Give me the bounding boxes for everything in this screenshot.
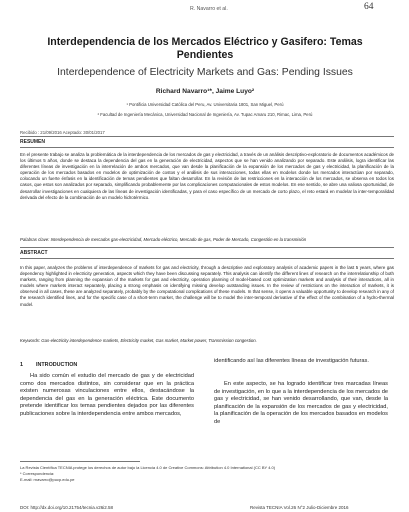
palabras-clave: Palabras clave: Interdependencia de mercados gas-electricidad, Mercado eléctrico, Mercado de gas, Poder de Mercado, Congestión en la transmisión: [20, 237, 307, 242]
resumen-text: En el presente trabajo se analiza la problemática de la interdependencia de los mercados de gas y electricidad, a través de un análisis descriptivo-exploratorio de documentos académicos de los últimos 5 años, donde se destaca la dependencia del gas en la generación de electricidad, aspectos que se han venido analizando por separado. Este análisis, logra identificar las diferentes líneas de investigación en la interrelación de ambos mercados, que van desde la planificación de la expansión de los mercados de gas y electricidad, la planificación de la operación de los mercados basados en modelos de optimización de costos y el análisis de sus interacciones, todas ellas en modelos donde los mercados interactúan por separado, colocando un fuerte énfasis en la identificación de temas pendientes que faltan desarrollar. En la revisión de las restricciones en la interacción de los mercados, se observa en todos los casos, que estos son analizados por separado, simplificando probablemente por las complicaciones computacionales de estos modelos. En ese sentido, se abre una valiosa oportunidad, de desarrollar investigaciones en cualquiera de las líneas de investigación identificadas, y para el caso específico de un mercado de corto plazo, el reto estará en modelar la inter-temporalidad derivada del efecto de la combinación de un modelo hidrotérmico.: [20, 152, 394, 200]
affiliation-2: ² Facultad de Ingeniería Mecánica, Universidad Nacional de Ingeniería, Av. Tupac Amaru 210, Rimac, Lima, Perú: [97, 112, 313, 117]
page-number: 64: [364, 2, 374, 12]
introduction-right-text-1: identificando así las diferentes líneas de investigación futuras.: [214, 358, 369, 364]
footnote-divider: [20, 461, 140, 462]
journal-issue: Revista TECNIA Vol.26 N°2 Julio-Diciembre 2016: [250, 505, 349, 510]
email-footnote: E-mail: rnavarro@pucp.edu.pe: [20, 477, 75, 482]
license-footnote: La Revista Científica TECNIA protege los derechos de autor bajo la Licencia 4.0 de Creative Commons: Attribution 4.0 International (CC BY 4.0): [20, 465, 276, 470]
introduction-left-text: Ha sido común el estudio del mercado de gas y de electricidad como dos mercados distintos, sin considerar que en la práctica existen numerosas vinculaciones entre ellos, destacándose la dependencia del gas en la generación eléctrica. Este documento pretende identificar los temas pendientes dejados por las diferentes publicaciones sobre la interdependencia entre ambos mercados,: [20, 373, 194, 417]
authors: Richard Navarro¹*, Jaime Luyo²: [155, 88, 255, 95]
affiliation-1: ¹ Pontificia Universidad Católica del Peru, Av. Universitaria 1801, San Miguel, Perú: [126, 102, 284, 107]
introduction-right-text-2: En este aspecto, se ha logrado identificar tres marcadas líneas de investigación, en lo que a la interdependencia de los mercados de gas y electricidad, se han venido desarrollando, que van, desde la planificación de la expansión de los mercados de gas y electricidad, la planificación de la operación de los mercados basados en modelos de: [214, 381, 388, 425]
title-english: Interdependence of Electricity Markets and Gas: Pending Issues: [57, 67, 353, 78]
abstract-heading: ABSTRACT: [20, 250, 48, 256]
title-spanish: Interdependencia de los Mercados Eléctrico y Gasifero: Temas Pendientes: [47, 36, 363, 61]
divider: [20, 258, 394, 259]
introduction-heading: INTRODUCTION: [36, 362, 78, 368]
keywords: Keywords: Gas-electricity interdependence markets, Electricity market, Gas market, Market power, Transmission congestion.: [20, 338, 257, 343]
doi-link[interactable]: DOI: http://dx.doi.org/10.21754/tecnia.v26i2.58: [20, 505, 114, 510]
divider: [20, 247, 394, 248]
divider: [20, 136, 394, 137]
resumen-heading: RESUMEN: [20, 139, 46, 145]
section-number: 1: [20, 362, 23, 368]
running-header-author: R. Navarro et al.: [190, 6, 228, 12]
received-accepted-dates: Recibido : 21/09/2016 Aceptado: 30/01/2017: [20, 130, 105, 135]
abstract-text: In this paper, analyzes the problems of interdependence of markets for gas and electricity, through a descriptive and exploratory analysis of academic papers in the last 5 years, where gas dependency highlighted in electricity generation, aspects which they have been discussing separately. This analysis can identify the different lines of research on the interrelationship of both markets, ranging from planning the expansion of the markets for gas and electricity, operation planning of model-based cost optimization markets and analysis of their interactions, all in models where markets interact separately, placing a strong emphasis on identifying missing develop outstanding issues. In the review of restrictions on the interaction of markets, it is observed in all cases, these are analyzed separately, probably by the computational complications of these models. In that sense, it opens a valuable opportunity to develop research in any of the research identified lines, and for the specific case of a short-term market, the challenge will be to model the inter-temporal derivative of the effect of the combination of a hydro-thermal model.: [20, 265, 394, 307]
divider: [20, 147, 394, 148]
correspondence-footnote: * Correspondencia:: [20, 471, 55, 476]
